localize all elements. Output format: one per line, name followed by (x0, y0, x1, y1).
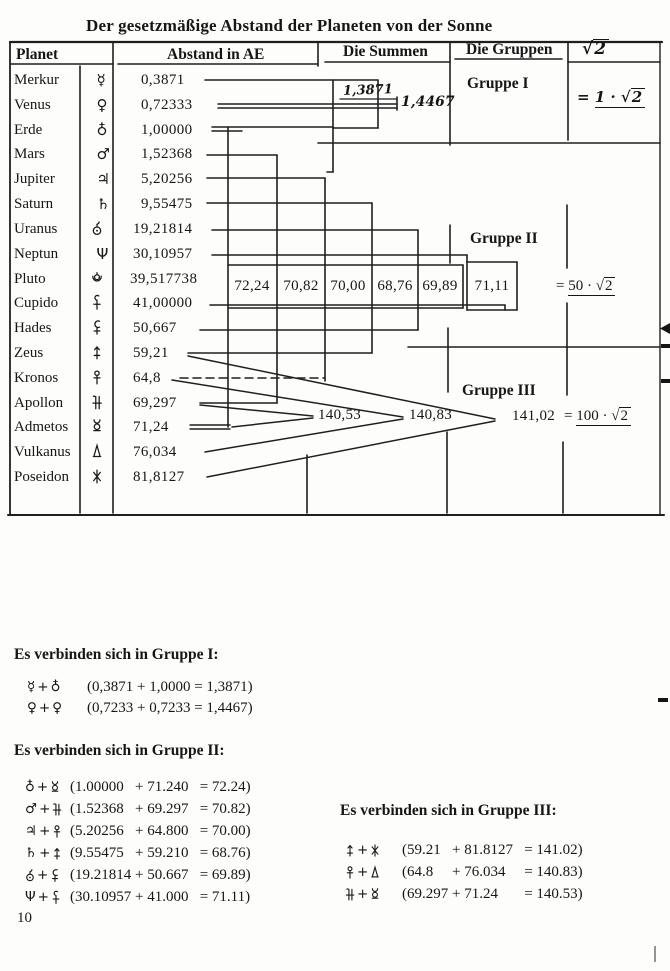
planet-distance-value: 71,24 (133, 419, 169, 436)
planet-symbol-cell (80, 367, 113, 389)
jupiter-symbol: ♃ (96, 170, 110, 189)
plus-sign: + (38, 700, 51, 716)
planet-distance-value: 41,00000 (133, 295, 193, 312)
planet-name: Neptun (14, 245, 59, 262)
apollon-symbol (52, 802, 62, 817)
planet-distance-value: 1,52368 (141, 146, 193, 163)
planet-distance-value: 30,10957 (133, 245, 193, 262)
planet-symbol-cell (80, 218, 113, 240)
vulkanus-symbol (91, 443, 103, 460)
planet-distance-value: 9,55475 (141, 196, 193, 213)
plus-sign: + (39, 845, 51, 861)
equation-row (14, 799, 344, 819)
planet-name: Pluto (14, 270, 46, 287)
venus-symbol: ♀ (27, 700, 37, 716)
col-header-planet: Planet (16, 46, 59, 63)
poseidon-symbol (370, 843, 380, 858)
planet-name: Cupido (14, 295, 59, 312)
equation-row (14, 887, 344, 907)
col-header-abstand: Abstand in AE (167, 46, 265, 63)
neptune-symbol: Ψ (96, 244, 109, 263)
poseidon-symbol (91, 468, 103, 485)
planet-row-mars (0, 143, 320, 165)
planet-row-neptun (0, 243, 320, 265)
planet-name: Venus (14, 96, 51, 113)
planet-row-pluto (0, 268, 320, 290)
mercury-symbol: ☿ (27, 679, 36, 695)
symbol-pair (25, 865, 60, 885)
admetos-symbol (370, 887, 380, 902)
planet-row-admetos (0, 416, 320, 438)
cupido-symbol (51, 890, 61, 905)
equation-formula: (1.00000 + 71.240 = 72.24) (70, 779, 251, 795)
equation-formula: (64.8 + 76.034 = 140.83) (402, 864, 583, 880)
venus-symbol: ♀ (96, 95, 108, 114)
hades-symbol (50, 868, 60, 883)
plus-sign: + (357, 864, 369, 880)
group-section-2 (14, 742, 344, 911)
symbol-pair (345, 862, 380, 882)
group2-sum-value: 71,11 (474, 278, 510, 294)
planet-distance-value: 59,21 (133, 345, 169, 362)
equation-row (14, 677, 344, 697)
sqrt-label-group2: = 50 · √2 (556, 277, 615, 295)
kronos-symbol (91, 369, 103, 386)
planet-distance-value: 0,3871 (141, 72, 185, 88)
planet-symbol-cell (80, 342, 113, 364)
planet-row-uranus (0, 218, 320, 240)
planet-name: Merkur (14, 72, 59, 88)
planet-symbol-cell (80, 268, 113, 290)
document-title: Der gesetzmäßige Abstand der Planeten von der Sonne (86, 16, 493, 35)
apollon-symbol (91, 394, 103, 411)
vulkanus-symbol (370, 865, 380, 880)
group-section-3 (340, 802, 670, 908)
planet-distance-value: 1,00000 (141, 121, 193, 138)
group2-sum-value: 70,82 (283, 278, 319, 294)
symbol-pair (27, 677, 61, 697)
group2-label: Gruppe II (470, 230, 538, 247)
group3-sum-value: 141,02 (512, 408, 556, 424)
scan-artifact (658, 698, 668, 702)
planet-distance-value: 76,034 (133, 444, 177, 461)
equation-formula: (1.52368 + 69.297 = 70.82) (70, 801, 251, 817)
col-header-gruppen: Die Gruppen (466, 41, 553, 58)
uranus-symbol (91, 220, 103, 237)
group1-label: Gruppe I (467, 75, 529, 92)
equation-formula: (0,3871 + 1,0000 = 1,3871) (87, 679, 253, 695)
planet-name: Saturn (14, 196, 54, 213)
scan-artifact (661, 379, 670, 383)
equation-row (14, 698, 344, 718)
planet-symbol-cell (80, 466, 113, 488)
equation-formula: (0,7233 + 0,7233 = 1,4467) (87, 700, 253, 716)
planet-row-erde (0, 119, 320, 141)
cupido-symbol (91, 294, 103, 311)
symbol-pair (25, 799, 62, 819)
zeus-symbol (345, 843, 355, 858)
planet-name: Hades (14, 320, 52, 337)
kronos-symbol (52, 824, 62, 839)
symbol-pair (25, 887, 61, 907)
group2-sum-value: 68,76 (377, 278, 413, 294)
planet-row-poseidon (0, 466, 320, 488)
planet-name: Jupiter (14, 171, 55, 188)
saturn-symbol: ♄ (25, 845, 38, 861)
planet-name: Poseidon (14, 469, 70, 486)
group2-sum-value: 69,89 (422, 278, 458, 294)
handwritten-sum-group1a: 1,3871 (342, 82, 394, 99)
symbol-pair (345, 884, 380, 904)
planet-row-kronos (0, 367, 320, 389)
apollon-symbol (345, 887, 355, 902)
planet-row-vulkanus (0, 441, 320, 463)
planet-name: Kronos (14, 369, 59, 386)
mars-symbol: ♂ (25, 801, 38, 817)
mercury-symbol: ☿ (96, 71, 106, 89)
equation-row (14, 865, 344, 885)
group3-sum-value: 140,53 (318, 407, 362, 423)
planet-row-hades (0, 317, 320, 339)
planet-distance-value: 64,8 (133, 369, 161, 386)
equation-row (14, 821, 344, 841)
planet-name: Apollon (14, 394, 64, 411)
equation-row (340, 884, 670, 904)
venus-symbol: ♀ (52, 700, 63, 716)
scan-artifact (654, 946, 656, 962)
handwritten-sum-group1b: 1,4467 (401, 94, 455, 110)
plus-sign: + (37, 867, 49, 883)
section-heading: Es verbinden sich in Gruppe III: (340, 802, 557, 819)
planet-distance-value: 81,8127 (133, 469, 185, 486)
symbol-pair (25, 777, 60, 797)
planet-name: Erde (14, 121, 43, 138)
plus-sign: + (37, 889, 49, 905)
planet-symbol-cell (80, 292, 113, 314)
group3-label: Gruppe III (462, 382, 536, 399)
admetos-symbol (91, 418, 103, 435)
planet-name: Uranus (14, 220, 58, 237)
equation-formula: (30.10957 + 41.000 = 71.11) (70, 889, 251, 905)
page-number: 10 (17, 910, 32, 926)
symbol-pair (25, 821, 62, 841)
symbol-pair (27, 698, 62, 718)
section-heading: Es verbinden sich in Gruppe II: (14, 742, 225, 759)
equation-formula: (69.297 + 71.24 = 140.53) (402, 886, 583, 902)
symbol-pair (345, 840, 380, 860)
planet-distance-value: 39,517738 (130, 270, 198, 287)
planet-name: Mars (14, 146, 45, 163)
planet-symbol-cell (80, 441, 113, 463)
group3-sum-value: 140,83 (409, 407, 453, 423)
equation-formula: (59.21 + 81.8127 = 141.02) (402, 842, 583, 858)
sqrt-label-group1: = 1 · √2 (577, 88, 645, 106)
sqrt-label-group3: = 100 · √2 (564, 407, 631, 425)
symbol-pair (25, 843, 62, 863)
pluto-symbol (91, 270, 103, 287)
earth-symbol: ♁ (50, 679, 61, 695)
plus-sign: + (357, 886, 369, 902)
planet-symbol-cell (80, 416, 113, 438)
saturn-symbol: ♄ (96, 195, 110, 214)
earth-symbol: ♁ (96, 120, 108, 139)
equation-row (14, 777, 344, 797)
planet-name: Zeus (14, 345, 44, 362)
equation-row (340, 862, 670, 882)
jupiter-symbol: ♃ (25, 823, 38, 839)
planet-symbol-cell (80, 392, 113, 414)
planet-distance-value: 19,21814 (133, 220, 193, 237)
uranus-symbol (25, 868, 35, 883)
hades-symbol (91, 319, 103, 336)
group2-sum-value: 72,24 (234, 278, 270, 294)
plus-sign: + (39, 823, 51, 839)
planet-row-zeus (0, 342, 320, 364)
planet-row-merkur (0, 69, 320, 91)
planet-distance-value: 0,72333 (141, 96, 193, 113)
neptune-symbol: Ψ (25, 889, 36, 905)
planet-distance-value: 50,667 (133, 320, 177, 337)
equation-formula: (19.21814 + 50.667 = 69.89) (70, 867, 251, 883)
admetos-symbol (50, 780, 60, 795)
planet-name: Admetos (14, 419, 69, 436)
planet-row-apollon (0, 392, 320, 414)
col-header-sqrt2: √2 (582, 39, 609, 59)
group2-sum-value: 70,00 (330, 278, 366, 294)
planet-symbol-cell (80, 317, 113, 339)
plus-sign: + (36, 779, 49, 795)
group-section-1 (14, 646, 344, 722)
planet-distance-value: 5,20256 (141, 171, 193, 188)
planet-row-venus (0, 94, 320, 116)
plus-sign: + (357, 842, 369, 858)
earth-symbol: ♁ (25, 779, 35, 795)
planet-name: Vulkanus (14, 444, 71, 461)
planet-row-saturn (0, 193, 320, 215)
equation-row (340, 840, 670, 860)
planet-distance-value: 69,297 (133, 394, 177, 411)
section-heading: Es verbinden sich in Gruppe I: (14, 646, 219, 663)
plus-sign: + (37, 679, 49, 695)
plus-sign: + (39, 801, 51, 817)
scan-artifact (661, 344, 670, 348)
kronos-symbol (345, 865, 355, 880)
col-header-summen: Die Summen (343, 43, 428, 60)
equation-formula: (9.55475 + 59.210 = 68.76) (70, 845, 251, 861)
planet-row-cupido (0, 292, 320, 314)
equation-formula: (5.20256 + 64.800 = 70.00) (70, 823, 251, 839)
equation-row (14, 843, 344, 863)
zeus-symbol (52, 846, 62, 861)
zeus-symbol (91, 344, 103, 361)
planet-row-jupiter (0, 168, 320, 190)
mars-symbol: ♂ (96, 145, 110, 164)
